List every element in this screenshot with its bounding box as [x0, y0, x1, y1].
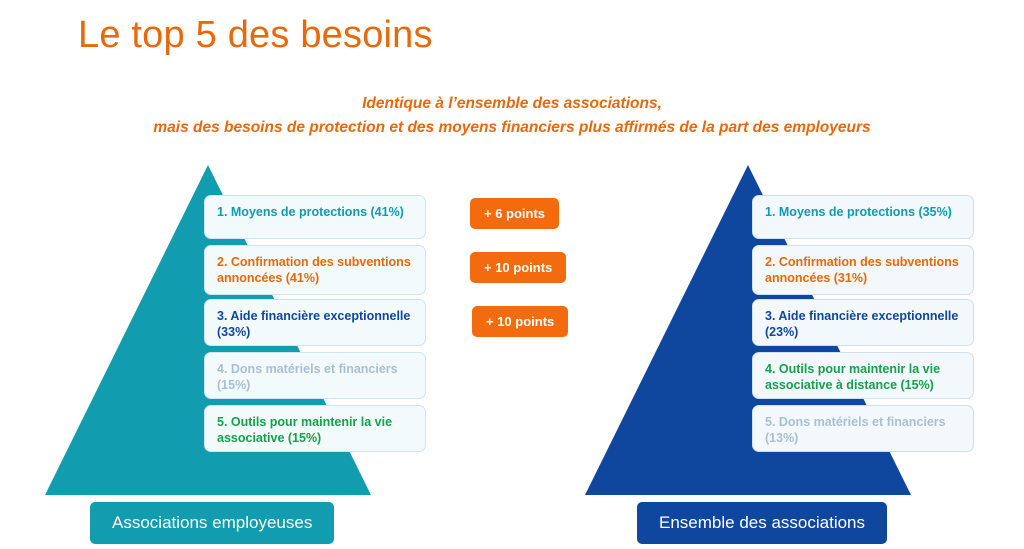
need-label: 3. Aide financière exceptionnelle (23%): [765, 309, 959, 339]
subtitle-line-1: Identique à l’ensemble des associations,: [362, 95, 662, 112]
delta-badge-1: + 6 points: [470, 198, 559, 229]
subtitle-line-2: mais des besoins de protection et des moyens financiers plus affirmés de la part des employeurs: [153, 119, 871, 136]
list-item: [752, 405, 974, 452]
need-label: 5. Dons matériels et financiers (13%): [765, 415, 946, 445]
legend-label-ensemble: Ensemble des associations: [637, 502, 887, 544]
need-label: 4. Outils pour maintenir la vie associative à distance (15%): [765, 362, 941, 392]
page-title: Le top 5 des besoins: [78, 14, 433, 56]
delta-badge-3: + 10 points: [472, 306, 568, 337]
delta-badge-2: + 10 points: [470, 252, 566, 283]
need-label: 4. Dons matériels et financiers (15%): [217, 362, 398, 392]
need-label: 3. Aide financière exceptionnelle (33%): [217, 309, 411, 339]
list-item: [204, 352, 426, 399]
list-item: [204, 245, 426, 295]
need-label: 2. Confirmation des subventions annoncées (31%): [765, 255, 959, 285]
need-label: 2. Confirmation des subventions annoncées (41%): [217, 255, 411, 285]
list-item: [204, 405, 426, 452]
list-item: [752, 299, 974, 346]
list-item: [752, 352, 974, 399]
list-item: [204, 195, 426, 239]
list-item: [752, 245, 974, 295]
need-label: 1. Moyens de protections (35%): [765, 205, 952, 219]
need-label: 1. Moyens de protections (41%): [217, 205, 404, 219]
subtitle: [0, 92, 1024, 140]
legend-label-employeuses: Associations employeuses: [90, 502, 334, 544]
list-item: [752, 195, 974, 239]
list-item: [204, 299, 426, 346]
need-label: 5. Outils pour maintenir la vie associative (15%): [217, 415, 393, 445]
